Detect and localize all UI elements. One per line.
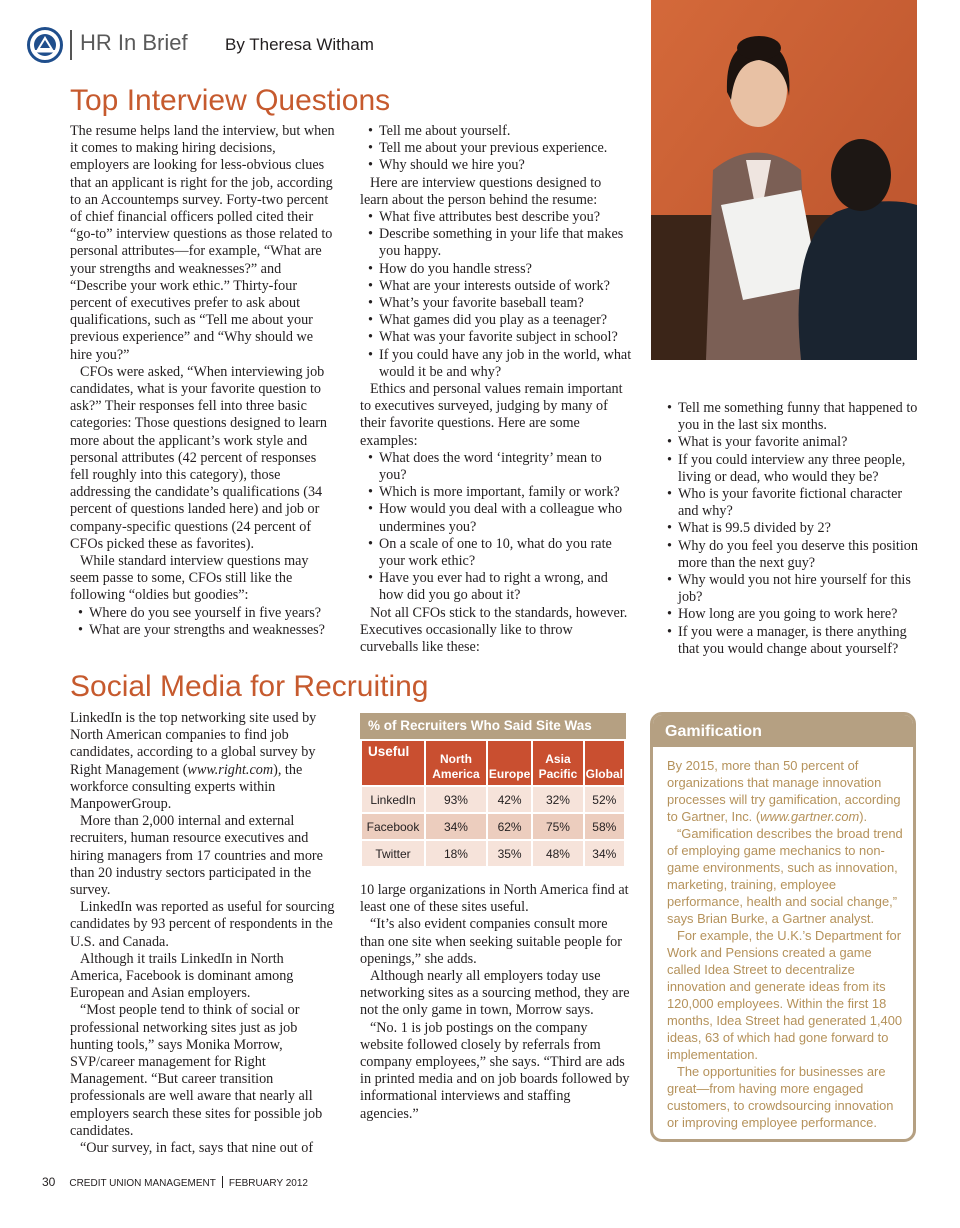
page-number: 30 <box>42 1175 56 1189</box>
table-cell: 35% <box>488 841 531 866</box>
table-cell: 58% <box>585 814 624 839</box>
article-heading-interview: Top Interview Questions <box>70 84 391 117</box>
row-label: Twitter <box>362 841 424 866</box>
list-item: • How do you handle stress? <box>379 261 632 278</box>
section-title: HR In Brief <box>80 30 188 55</box>
interview-photo <box>651 0 917 360</box>
text-run: LinkedIn is the top networking site used by North American companies to find job candidates, according to a global survey by Right Management ( <box>70 710 317 778</box>
list-item: • Which is more important, family or work? <box>379 484 632 501</box>
cu-management-logo-icon <box>27 27 63 63</box>
paragraph: Ethics and personal values remain important to executives surveyed, judging by many of their favorite questions. Here are some examples: <box>360 381 623 449</box>
social-column-1 <box>70 710 336 1157</box>
column-header: North America <box>426 741 486 785</box>
table-cell: 48% <box>533 841 582 866</box>
list-item: • What games did you play as a teenager? <box>379 312 632 329</box>
paragraph: For example, the U.K.’s Department for Work and Pensions created a game called Idea Street to decentralize innovation and generate ideas from its 120,000 employees. Within the first 18 months, Idea Street had generated 1,400 ideas, 63 of which had gone forward to implementation. <box>667 928 903 1062</box>
paragraph: The resume helps land the interview, but when it comes to making hiring decisions, employers are looking for less-obvious clues that an applicant is right for the job, according to an Accountemps survey. Forty-two percent of chief financial officers polled cited their “go-to” interview questions as those related to personal attributes—for example, “What are your strengths and weaknesses?” and “Describe your work ethic.” Thirty-four percent of executives prefer to ask about qualifications, such as “Tell me about your previous experience” and “Why should we hire you?” <box>70 123 335 363</box>
table-cell: 75% <box>533 814 582 839</box>
list-item: • Describe something in your life that makes you happy. <box>379 226 632 260</box>
table-cell: 34% <box>426 814 486 839</box>
paragraph: “Most people tend to think of social or professional networking sites just as job hunting tools,” says Monika Morrow, SVP/career management for Right Management. “But career transition professionals are well aware that nearly all employers search these sites for possible job candidates. <box>70 1002 323 1139</box>
table-row <box>362 841 624 866</box>
paragraph: “Gamification describes the broad trend of employing game mechanics to non-game environments, such as innovation, marketing, training, employee performance, health and social change,” says Brian Burke, a Gartner analyst. <box>667 826 903 926</box>
gartner-link[interactable]: www.gartner.com <box>760 809 860 824</box>
bullet-list <box>70 605 336 639</box>
list-item: • Tell me about yourself. <box>379 123 632 140</box>
paragraph <box>667 757 903 825</box>
interview-column-3 <box>659 400 923 658</box>
list-item: • If you could have any job in the world, what would it be and why? <box>379 347 632 381</box>
interview-column-1 <box>70 123 336 639</box>
paragraph: LinkedIn was reported as useful for sourcing candidates by 93 percent of respondents in the U.S. and Canada. <box>70 899 335 950</box>
list-item: • What is 99.5 divided by 2? <box>678 520 923 537</box>
table-cell: 42% <box>488 787 531 812</box>
list-item: • Why should we hire you? <box>379 157 632 174</box>
row-label: Facebook <box>362 814 424 839</box>
paragraph: Although nearly all employers today use networking sites as a sourcing method, they are not the only game in town, Morrow says. <box>360 968 630 1019</box>
column-header: Asia Pacific <box>533 741 582 785</box>
text-run: By 2015, more than 50 percent of organizations that manage innovation processes will try gamification, according to Gartner, Inc. ( <box>667 758 901 824</box>
interview-column-2 <box>360 123 632 656</box>
list-item: • Who is your favorite fictional character and why? <box>678 486 923 520</box>
text-run: ), the workforce consulting experts within ManpowerGroup. <box>70 761 303 813</box>
paragraph: 10 large organizations in North America find at least one of these sites useful. <box>360 882 629 916</box>
paragraph: While standard interview questions may seem passe to some, CFOs still like the following “oldies but goodies”: <box>70 553 309 604</box>
gamification-sidebar <box>650 712 916 1142</box>
footer-divider <box>222 1176 223 1188</box>
header-divider <box>70 30 72 60</box>
table-row <box>362 814 624 839</box>
list-item: • Why would you not hire yourself for this job? <box>678 572 923 606</box>
list-item: • What’s your favorite baseball team? <box>379 295 632 312</box>
table-cell: 32% <box>533 787 582 812</box>
sidebar-body <box>653 747 913 1131</box>
bullet-list <box>659 400 923 658</box>
column-header: Europe <box>488 741 531 785</box>
list-item: • What are your strengths and weaknesses? <box>89 622 336 639</box>
recruiters-table <box>360 713 626 868</box>
paragraph <box>70 710 336 813</box>
list-item: • What is your favorite animal? <box>678 434 923 451</box>
list-item: • How would you deal with a colleague who undermines you? <box>379 501 632 535</box>
list-item: • Tell me something funny that happened to you in the last six months. <box>678 400 923 434</box>
list-item: • How long are you going to work here? <box>678 606 923 623</box>
right-management-link[interactable]: www.right.com <box>187 761 274 778</box>
paragraph: “No. 1 is job postings on the company website followed closely by referrals from company employees,” she says. “Third are ads in printed media and on job boards followed by informational interviews and staffing agencies.” <box>360 1019 630 1122</box>
publication-name: CREDIT UNION MANAGEMENT <box>69 1178 216 1189</box>
page-footer <box>42 1175 308 1189</box>
social-column-2 <box>360 882 632 1123</box>
paragraph: Although it trails LinkedIn in North America, Facebook is dominant among European and Asian employers. <box>70 950 294 1002</box>
row-label: LinkedIn <box>362 787 424 812</box>
table-row <box>362 787 624 812</box>
table-title: % of Recruiters Who Said Site Was Useful <box>360 713 626 739</box>
list-item: • On a scale of one to 10, what do you rate your work ethic? <box>379 536 632 570</box>
paragraph: Here are interview questions designed to learn about the person behind the resume: <box>360 174 602 208</box>
sidebar-title: Gamification <box>653 715 913 747</box>
list-item: • If you could interview any three people, living or dead, who would they be? <box>678 452 923 486</box>
table-cell: 52% <box>585 787 624 812</box>
table-cell: 18% <box>426 841 486 866</box>
bullet-list <box>360 123 632 175</box>
paragraph: More than 2,000 internal and external recruiters, human resource executives and hiring managers from 17 countries and more than 20 industry sectors participated in the survey. <box>70 813 323 899</box>
article-heading-social: Social Media for Recruiting <box>70 670 429 703</box>
bullet-list <box>360 450 632 605</box>
issue-date: FEBRUARY 2012 <box>228 1178 308 1189</box>
list-item: • What are your interests outside of work? <box>379 278 632 295</box>
paragraph: “Our survey, in fact, says that nine out of <box>80 1140 314 1157</box>
list-item: • Have you ever had to right a wrong, and how did you go about it? <box>379 570 632 604</box>
table-cell: 62% <box>488 814 531 839</box>
list-item: • If you were a manager, is there anything that you would change about yourself? <box>678 624 923 658</box>
paragraph: “It’s also evident companies consult more than one site when seeking suitable people for openings,” she adds. <box>360 916 622 967</box>
list-item: • Tell me about your previous experience. <box>379 140 632 157</box>
table-cell: 93% <box>426 787 486 812</box>
bullet-list <box>360 209 632 381</box>
paragraph: CFOs were asked, “When interviewing job candidates, what is your favorite question to ask?” Their responses fell into three basic categories: Those questions designed to learn more about the applicant’s work style and personal attributes (42 percent of responses fell roughly into this category), those addressing the candidate’s qualifications (34 percent of questions landed here) and job or company-specific questions (24 percent of CFOs picked these as favorites). <box>70 363 328 552</box>
paragraph: Not all CFOs stick to the standards, however. Executives occasionally like to throw curveballs like these: <box>360 604 628 656</box>
table-cell: 34% <box>585 841 624 866</box>
byline: By Theresa Witham <box>225 35 374 54</box>
text-run: ). <box>859 809 868 824</box>
list-item: • What was your favorite subject in school? <box>379 329 632 346</box>
list-item: • What five attributes best describe you? <box>379 209 632 226</box>
column-header: Global <box>585 741 624 785</box>
list-item: • What does the word ‘integrity’ mean to you? <box>379 450 632 484</box>
list-item: • Where do you see yourself in five years? <box>89 605 336 622</box>
list-item: • Why do you feel you deserve this position more than the next guy? <box>678 538 923 572</box>
paragraph: The opportunities for businesses are great—from having more engaged customers, to crowdsourcing innovation or improving employee performance. <box>667 1064 894 1130</box>
